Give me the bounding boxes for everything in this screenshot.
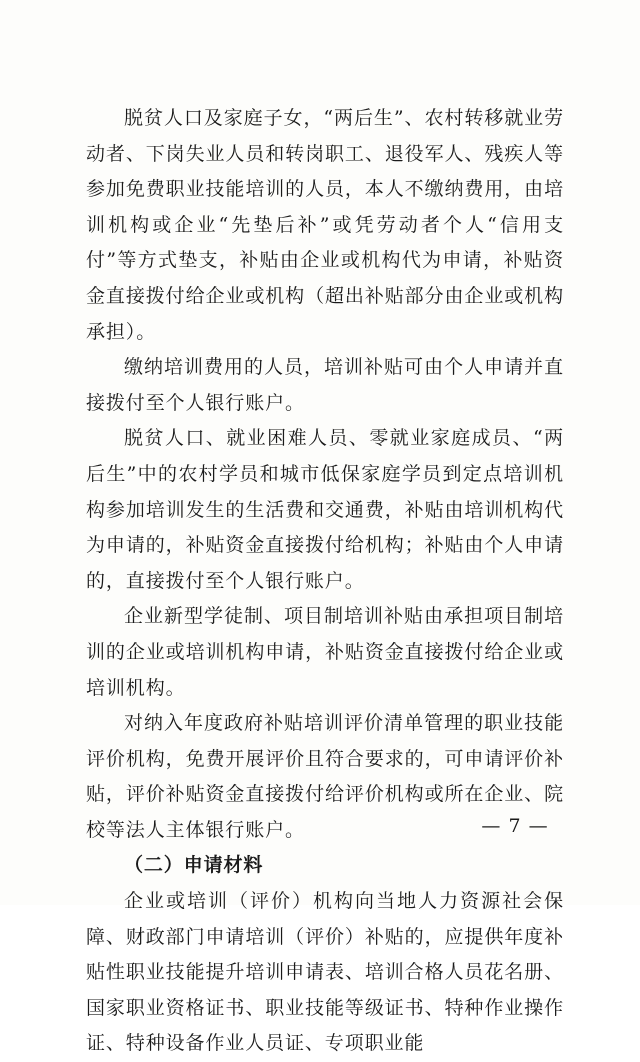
paragraph-evaluation-subsidy: 对纳入年度政府补贴培训评价清单管理的职业技能评价机构，免费开展评价且符合要求的，可申请评价补贴，评价补贴资金直接拨付给评价机构或所在企业、院校等法人主体银行账户。 — [86, 712, 564, 841]
paragraph-living-transport-subsidy: 脱贫人口、就业困难人员、零就业家庭成员、“两后生”中的农村学员和城市低保家庭学员到定点培训机构参加培训发生的生活费和交通费，补贴由培训机构代为申请的，补贴资金直接拨付给机构；补贴由个人申请的，直接拨付至个人银行账户。 — [86, 427, 564, 592]
paragraph-subsidy-free-training: 脱贫人口及家庭子女，“两后生”、农村转移就业劳动者、下岗失业人员和转岗职工、退役军人、残疾人等参加免费职业技能培训的人员，本人不缴纳费用，由培训机构或企业“先垫后补”或凭劳动者个人“信用支付”等方式垫支，补贴由企业或机构代为申请，补贴资金直接拨付给企业或机构（超出补贴部分由企业或机构承担）。 — [86, 107, 564, 343]
document-body — [86, 101, 564, 1062]
section-heading-application-materials: （二）申请材料 — [124, 854, 264, 877]
page-number: — 7 — — [481, 815, 549, 837]
paragraph-application-materials: 企业或培训（评价）机构向当地人力资源社会保障、财政部门申请培训（评价）补贴的，应提供年度补贴性职业技能提升培训申请表、培训合格人员花名册、国家职业资格证书、职业技能等级证书、特种作业操作证、特种设备作业人员证、专项职业能 — [86, 890, 564, 1055]
paragraph-paid-training: 缴纳培训费用的人员，培训补贴可由个人申请并直接拨付至个人银行账户。 — [86, 356, 564, 414]
paragraph-apprenticeship-subsidy: 企业新型学徒制、项目制培训补贴由承担项目制培训的企业或培训机构申请，补贴资金直接拨付给企业或培训机构。 — [86, 605, 564, 699]
